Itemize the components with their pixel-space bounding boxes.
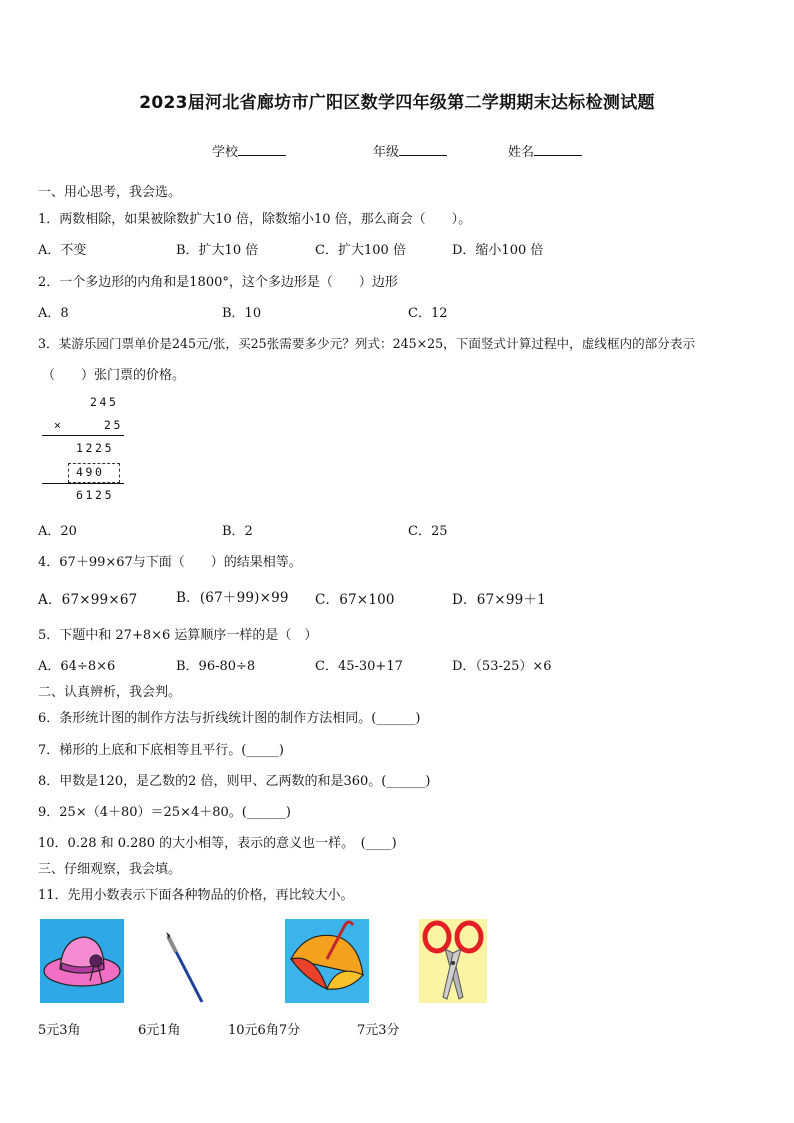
question-6: 6．条形统计图的制作方法与折线统计图的制作方法相同。(______) bbox=[38, 711, 421, 726]
scissors-image bbox=[419, 919, 487, 1003]
school-field[interactable] bbox=[212, 141, 286, 160]
question-10: 10．0.28 和 0.280 的大小相等，表示的意义也一样。 (____) bbox=[38, 836, 397, 851]
q5-option-a[interactable]: A．64÷8×6 bbox=[38, 659, 116, 674]
name-label: 姓名 bbox=[508, 145, 535, 160]
price-scissors: 7元3分 bbox=[357, 1023, 400, 1038]
q4-option-d[interactable]: D．67×99＋1 bbox=[452, 592, 546, 608]
umbrella-image bbox=[285, 919, 369, 1003]
q3-option-b[interactable]: B．2 bbox=[222, 524, 253, 539]
question-3-stem-line2: （ ）张门票的价格。 bbox=[42, 368, 186, 383]
q5-option-d[interactable]: D．（53-25）×6 bbox=[452, 659, 552, 674]
q4-option-b[interactable]: B．(67＋99)×99 bbox=[176, 590, 289, 606]
grade-blank[interactable] bbox=[399, 142, 447, 156]
question-1-stem: 1．两数相除，如果被除数扩大10 倍，除数缩小10 倍，那么商会（ ）。 bbox=[38, 212, 472, 227]
q1-option-b[interactable]: B．扩大10 倍 bbox=[176, 243, 259, 258]
question-11-stem: 11．先用小数表示下面各种物品的价格，再比较大小。 bbox=[38, 888, 354, 903]
scissors-icon bbox=[419, 919, 487, 1003]
brush-image bbox=[160, 932, 210, 1006]
section-heading-3: 三、仔细观察，我会填。 bbox=[38, 862, 182, 877]
question-3-stem-line1: 3．某游乐园门票单价是245元/张，买25张需要多少元？列式：245×25，下面竖式计算过程中，虚线框内的部分表示 bbox=[38, 336, 696, 351]
hat-image bbox=[40, 919, 124, 1003]
q1-option-d[interactable]: D．缩小100 倍 bbox=[452, 243, 544, 258]
q2-option-c[interactable]: C．12 bbox=[408, 306, 448, 321]
name-blank[interactable] bbox=[534, 142, 582, 156]
question-7: 7．梯形的上底和下底相等且平行。(_____) bbox=[38, 743, 284, 758]
question-9: 9．25×（4＋80）＝25×4＋80。(______) bbox=[38, 805, 291, 820]
price-brush: 6元1角 bbox=[138, 1023, 181, 1038]
q5-option-c[interactable]: C．45-30+17 bbox=[315, 659, 403, 674]
price-hat: 5元3角 bbox=[38, 1023, 81, 1038]
question-5-stem: 5．下题中和 27+8×6 运算顺序一样的是（ ） bbox=[38, 628, 318, 643]
school-label: 学校 bbox=[212, 145, 239, 160]
hat-icon bbox=[40, 919, 124, 1003]
section-heading-2: 二、认真辨析，我会判。 bbox=[38, 685, 182, 700]
question-8: 8．甲数是120，是乙数的2 倍，则甲、乙两数的和是360。(______) bbox=[38, 774, 431, 789]
calc-multiplicand: 245 bbox=[90, 395, 119, 409]
name-field[interactable] bbox=[508, 141, 582, 160]
q3-option-a[interactable]: A．20 bbox=[38, 524, 77, 539]
price-umbrella: 10元6角7分 bbox=[228, 1023, 301, 1038]
q1-option-c[interactable]: C．扩大100 倍 bbox=[315, 243, 406, 258]
paintbrush-icon bbox=[160, 932, 210, 1006]
school-blank[interactable] bbox=[238, 142, 286, 156]
q2-option-b[interactable]: B．10 bbox=[222, 306, 262, 321]
question-2-stem: 2．一个多边形的内角和是1800°，这个多边形是（ ）边形 bbox=[38, 275, 398, 290]
section-heading-1: 一、用心思考，我会选。 bbox=[38, 185, 182, 200]
page-title: 2023届河北省廊坊市广阳区数学四年级第二学期期末达标检测试题 bbox=[139, 93, 655, 113]
calc-partial-1: 1225 bbox=[76, 441, 115, 455]
grade-label: 年级 bbox=[373, 145, 400, 160]
q5-option-b[interactable]: B．96-80÷8 bbox=[176, 659, 256, 674]
calc-result: 6125 bbox=[76, 488, 115, 502]
calc-times-sign: × bbox=[54, 418, 64, 432]
grade-field[interactable] bbox=[373, 141, 447, 160]
question-4-stem: 4．67＋99×67与下面（ ）的结果相等。 bbox=[38, 555, 302, 570]
q4-option-a[interactable]: A．67×99×67 bbox=[38, 592, 138, 608]
q1-option-a[interactable]: A．不变 bbox=[38, 243, 87, 258]
calc-multiplier: 25 bbox=[104, 418, 124, 432]
calc-rule-1 bbox=[42, 435, 124, 436]
calc-rule-2 bbox=[42, 483, 124, 484]
calc-partial-2: 490 bbox=[76, 465, 105, 479]
q3-option-c[interactable]: C．25 bbox=[408, 524, 448, 539]
q2-option-a[interactable]: A．8 bbox=[38, 306, 69, 321]
umbrella-icon bbox=[285, 919, 369, 1003]
q4-option-c[interactable]: C．67×100 bbox=[315, 592, 395, 608]
